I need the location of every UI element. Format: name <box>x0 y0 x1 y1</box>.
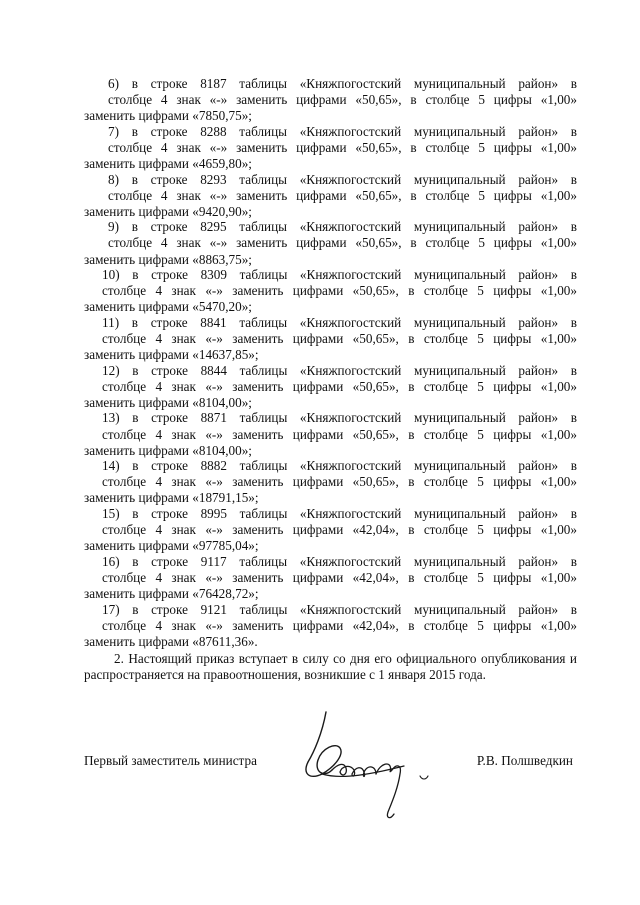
list-item <box>84 267 577 315</box>
item-line-1: 13) в строке 8871 таблицы «Княжпогостский муниципальный район» в <box>102 410 577 426</box>
item-line-2: столбце 4 знак «-» заменить цифрами «50,65», в столбце 5 цифры «1,00» <box>108 92 577 108</box>
item-line-2: столбце 4 знак «-» заменить цифрами «50,65», в столбце 5 цифры «1,00» <box>102 378 577 394</box>
item-line-2: столбце 4 знак «-» заменить цифрами «50,65», в столбце 5 цифры «1,00» <box>102 331 577 346</box>
item-line-3: заменить цифрами «18791,15»; <box>84 490 259 506</box>
item-line-2: столбце 4 знак «-» заменить цифрами «50,65», в столбце 5 цифры «1,00» <box>102 283 577 299</box>
item-line-2: столбце 4 знак «-» заменить цифрами «50,65», в столбце 5 цифры «1,00» <box>102 426 577 442</box>
item-line-3: заменить цифрами «97785,04»; <box>84 538 259 554</box>
item-line-1: 17) в строке 9121 таблицы «Княжпогостский муниципальный район» в <box>102 601 577 617</box>
item-line-1: 14) в строке 8882 таблицы «Княжпогостский муниципальный район» в <box>102 458 577 474</box>
list-item <box>84 410 577 458</box>
item-line-3: заменить цифрами «4659,80»; <box>84 155 252 171</box>
list-item <box>84 219 577 267</box>
closing-paragraph: 2. Настоящий приказ вступает в силу со дня его официального опубликования и распространяется на правоотношения, возникшие с 1 января 2015 года. <box>84 651 577 683</box>
list-item <box>84 76 577 124</box>
item-line-1: 7) в строке 8288 таблицы «Княжпогостский муниципальный район» в <box>108 123 577 139</box>
item-line-3: заменить цифрами «76428,72»; <box>84 586 259 601</box>
item-line-1: 8) в строке 8293 таблицы «Княжпогостский муниципальный район» в <box>108 171 577 187</box>
signatory-title: Первый заместитель министра <box>84 753 257 768</box>
list-item <box>84 172 577 220</box>
list-item <box>84 363 577 411</box>
item-line-1: 9) в строке 8295 таблицы «Княжпогостский муниципальный район» в <box>108 219 577 235</box>
item-line-1: 6) в строке 8187 таблицы «Княжпогостский муниципальный район» в <box>108 76 577 91</box>
item-line-1: 15) в строке 8995 таблицы «Княжпогостский муниципальный район» в <box>102 506 577 522</box>
item-line-2: столбце 4 знак «-» заменить цифрами «50,65», в столбце 5 цифры «1,00» <box>102 474 577 490</box>
item-line-3: заменить цифрами «8104,00»; <box>84 442 252 458</box>
item-line-3: заменить цифрами «8104,00»; <box>84 394 252 410</box>
item-line-2: столбце 4 знак «-» заменить цифрами «42,04», в столбце 5 цифры «1,00» <box>102 569 577 585</box>
item-line-3: заменить цифрами «14637,85»; <box>84 347 259 363</box>
item-line-3: заменить цифрами «5470,20»; <box>84 299 252 315</box>
item-line-3: заменить цифрами «8863,75»; <box>84 251 252 267</box>
item-line-3: заменить цифрами «87611,36». <box>84 633 258 649</box>
signatory-name: Р.В. Полшведкин <box>476 753 573 768</box>
list-item <box>84 124 577 172</box>
item-line-2: столбце 4 знак «-» заменить цифрами «50,65», в столбце 5 цифры «1,00» <box>108 139 577 155</box>
item-line-1: 11) в строке 8841 таблицы «Княжпогостский муниципальный район» в <box>102 314 577 330</box>
list-item <box>84 602 577 650</box>
list-item <box>84 554 577 602</box>
item-line-1: 12) в строке 8844 таблицы «Княжпогостский муниципальный район» в <box>102 362 577 378</box>
list-item <box>84 458 577 506</box>
item-line-2: столбце 4 знак «-» заменить цифрами «42,04», в столбце 5 цифры «1,00» <box>102 617 577 633</box>
list-item <box>84 506 577 554</box>
item-line-3: заменить цифрами «7850,75»; <box>84 108 252 124</box>
item-line-2: столбце 4 знак «-» заменить цифрами «42,04», в столбце 5 цифры «1,00» <box>102 522 577 538</box>
signature-block <box>84 753 577 773</box>
item-line-2: столбце 4 знак «-» заменить цифрами «50,65», в столбце 5 цифры «1,00» <box>108 187 577 203</box>
item-line-1: 10) в строке 8309 таблицы «Княжпогостский муниципальный район» в <box>102 267 577 283</box>
list-item <box>84 315 577 363</box>
item-line-3: заменить цифрами «9420,90»; <box>84 203 252 219</box>
item-line-1: 16) в строке 9117 таблицы «Княжпогостский муниципальный район» в <box>102 553 577 569</box>
item-line-2: столбце 4 знак «-» заменить цифрами «50,65», в столбце 5 цифры «1,00» <box>108 235 577 251</box>
document-body <box>84 76 577 684</box>
